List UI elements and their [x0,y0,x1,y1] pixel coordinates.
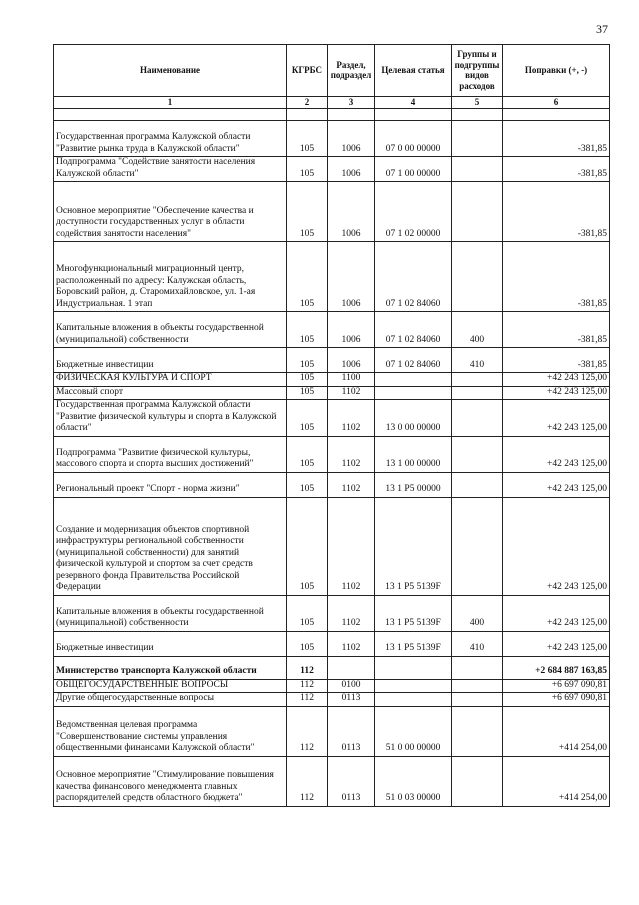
table-row [54,373,610,387]
row-kgrbs-cell: 105 [287,386,328,400]
row-kgrbs-cell: 112 [287,679,328,693]
row-name-cell: Многофункциональный миграционный центр, расположенный по адресу: Калужская область, Боровский район, д. Старомихайловское, ул. 1-ая Индустриальная. 1 этап [54,242,287,312]
table-row [54,706,610,756]
row-expense-group-cell [452,497,503,595]
table-header-row [54,45,610,97]
row-section-cell [328,656,375,679]
table-row [54,656,610,679]
row-name-cell: Капитальные вложения в объекты государственной (муниципальной) собственности [54,312,287,348]
row-name-cell: Министерство транспорта Калужской области [54,656,287,679]
row-amendment-cell: +42 243 125,00 [503,631,610,656]
row-name-cell: Капитальные вложения в объекты государственной (муниципальной) собственности [54,595,287,631]
row-name-cell: Бюджетные инвестиции [54,631,287,656]
row-name-cell: Государственная программа Калужской области "Развитие рынка труда в Калужской области" [54,121,287,157]
table-row [54,472,610,497]
row-amendment-cell: -381,85 [503,157,610,182]
row-section-cell: 1006 [328,348,375,373]
row-section-cell: 1102 [328,436,375,472]
row-name-cell: Государственная программа Калужской области "Развитие физической культуры и спорта в Калужской области" [54,400,287,437]
row-amendment-cell: -381,85 [503,182,610,242]
row-target-article-cell: 13 1 P5 5139F [375,497,452,595]
row-amendment-cell: +414 254,00 [503,706,610,756]
row-target-article-cell: 13 1 P5 5139F [375,631,452,656]
row-amendment-cell: +42 243 125,00 [503,386,610,400]
table-row [54,497,610,595]
row-target-article-cell: 51 0 00 00000 [375,706,452,756]
row-target-article-cell: 07 0 00 00000 [375,121,452,157]
column-number: 2 [287,97,328,109]
row-expense-group-cell [452,242,503,312]
row-amendment-cell: -381,85 [503,121,610,157]
table-row [54,242,610,312]
row-expense-group-cell [452,679,503,693]
row-target-article-cell: 07 1 02 84060 [375,312,452,348]
row-kgrbs-cell: 105 [287,157,328,182]
row-amendment-cell: -381,85 [503,348,610,373]
row-kgrbs-cell: 105 [287,631,328,656]
row-target-article-cell [375,679,452,693]
row-target-article-cell: 07 1 02 84060 [375,242,452,312]
table-row [54,400,610,437]
row-expense-group-cell [452,386,503,400]
row-target-article-cell: 13 0 00 00000 [375,400,452,437]
row-kgrbs-cell: 105 [287,436,328,472]
column-number-row [54,97,610,109]
column-number: 6 [503,97,610,109]
row-kgrbs-cell: 105 [287,497,328,595]
row-target-article-cell: 13 1 00 00000 [375,436,452,472]
row-expense-group-cell [452,157,503,182]
row-expense-group-cell [452,756,503,806]
row-section-cell: 0113 [328,706,375,756]
column-number: 4 [375,97,452,109]
table-row [54,595,610,631]
row-section-cell: 1006 [328,121,375,157]
row-expense-group-cell [452,373,503,387]
header-section: Раздел, подраздел [328,45,375,97]
budget-amendments-table [53,44,610,807]
row-section-cell: 1006 [328,312,375,348]
row-section-cell: 1102 [328,631,375,656]
row-name-cell: Основное мероприятие "Стимулирование повышения качества финансового менеджмента главных распорядителей средств областного бюджета" [54,756,287,806]
row-amendment-cell: +42 243 125,00 [503,400,610,437]
row-section-cell: 1100 [328,373,375,387]
row-expense-group-cell [452,400,503,437]
row-amendment-cell: +6 697 090,81 [503,693,610,707]
header-name: Наименование [54,45,287,97]
header-expense-groups: Группы и подгруппы видов расходов [452,45,503,97]
table-row [54,157,610,182]
row-kgrbs-cell: 112 [287,756,328,806]
row-name-cell: Ведомственная целевая программа "Совершенствование системы управления общественными финансами Калужской области" [54,706,287,756]
row-kgrbs-cell: 112 [287,656,328,679]
row-target-article-cell: 51 0 03 00000 [375,756,452,806]
table-row [54,679,610,693]
row-expense-group-cell [452,706,503,756]
table-row [54,312,610,348]
row-target-article-cell [375,373,452,387]
row-target-article-cell [375,386,452,400]
row-section-cell: 0113 [328,756,375,806]
row-section-cell: 1006 [328,157,375,182]
row-kgrbs-cell: 105 [287,312,328,348]
table-row [54,436,610,472]
row-name-cell: Основное мероприятие "Обеспечение качества и доступности государственных услуг в области содействия занятости населения" [54,182,287,242]
row-kgrbs-cell: 105 [287,121,328,157]
row-expense-group-cell [452,121,503,157]
row-kgrbs-cell: 105 [287,373,328,387]
row-section-cell: 1102 [328,472,375,497]
row-expense-group-cell: 410 [452,631,503,656]
row-expense-group-cell [452,472,503,497]
row-expense-group-cell: 400 [452,595,503,631]
row-amendment-cell: +42 243 125,00 [503,595,610,631]
row-kgrbs-cell: 105 [287,400,328,437]
row-name-cell: ФИЗИЧЕСКАЯ КУЛЬТУРА И СПОРТ [54,373,287,387]
row-kgrbs-cell: 105 [287,182,328,242]
spacer-row [54,109,610,121]
row-name-cell: Другие общегосударственные вопросы [54,693,287,707]
row-section-cell: 0100 [328,679,375,693]
row-kgrbs-cell: 112 [287,706,328,756]
table-row [54,631,610,656]
header-amendments: Поправки (+, -) [503,45,610,97]
row-target-article-cell: 07 1 02 84060 [375,348,452,373]
row-amendment-cell: +2 684 887 163,85 [503,656,610,679]
row-expense-group-cell [452,693,503,707]
row-expense-group-cell: 410 [452,348,503,373]
row-kgrbs-cell: 105 [287,472,328,497]
column-number: 1 [54,97,287,109]
row-amendment-cell: +42 243 125,00 [503,472,610,497]
column-number: 3 [328,97,375,109]
row-section-cell: 1102 [328,386,375,400]
row-amendment-cell: +42 243 125,00 [503,497,610,595]
page-number: 37 [596,22,608,36]
table-row [54,756,610,806]
row-amendment-cell: +42 243 125,00 [503,373,610,387]
table-row [54,121,610,157]
row-name-cell: Подпрограмма "Содействие занятости населения Калужской области" [54,157,287,182]
header-target-article: Целевая статья [375,45,452,97]
row-expense-group-cell [452,656,503,679]
row-name-cell: Массовый спорт [54,386,287,400]
row-expense-group-cell: 400 [452,312,503,348]
row-expense-group-cell [452,436,503,472]
header-kgrbs: КГРБС [287,45,328,97]
row-amendment-cell: -381,85 [503,242,610,312]
row-kgrbs-cell: 105 [287,242,328,312]
row-kgrbs-cell: 105 [287,595,328,631]
row-amendment-cell: +42 243 125,00 [503,436,610,472]
row-target-article-cell: 07 1 00 00000 [375,157,452,182]
row-name-cell: Создание и модернизация объектов спортивной инфраструктуры региональной собственности (муниципальной собственности) для занятий физической культурой и спортом за счет средств резервного фонда Правительства Российской Федерации [54,497,287,595]
row-target-article-cell: 07 1 02 00000 [375,182,452,242]
row-kgrbs-cell: 112 [287,693,328,707]
row-amendment-cell: -381,85 [503,312,610,348]
row-section-cell: 0113 [328,693,375,707]
row-name-cell: Подпрограмма "Развитие физической культуры, массового спорта и спорта высших достижений" [54,436,287,472]
row-target-article-cell: 13 1 P5 00000 [375,472,452,497]
row-section-cell: 1102 [328,400,375,437]
row-name-cell: ОБЩЕГОСУДАРСТВЕННЫЕ ВОПРОСЫ [54,679,287,693]
row-section-cell: 1006 [328,182,375,242]
row-section-cell: 1102 [328,497,375,595]
row-target-article-cell: 13 1 P5 5139F [375,595,452,631]
row-kgrbs-cell: 105 [287,348,328,373]
row-name-cell: Бюджетные инвестиции [54,348,287,373]
column-number: 5 [452,97,503,109]
row-name-cell: Региональный проект "Спорт - норма жизни" [54,472,287,497]
table-row [54,693,610,707]
table-row [54,182,610,242]
table-row [54,348,610,373]
row-amendment-cell: +414 254,00 [503,756,610,806]
row-expense-group-cell [452,182,503,242]
row-amendment-cell: +6 697 090,81 [503,679,610,693]
row-target-article-cell [375,656,452,679]
row-target-article-cell [375,693,452,707]
table-row [54,386,610,400]
row-section-cell: 1006 [328,242,375,312]
row-section-cell: 1102 [328,595,375,631]
